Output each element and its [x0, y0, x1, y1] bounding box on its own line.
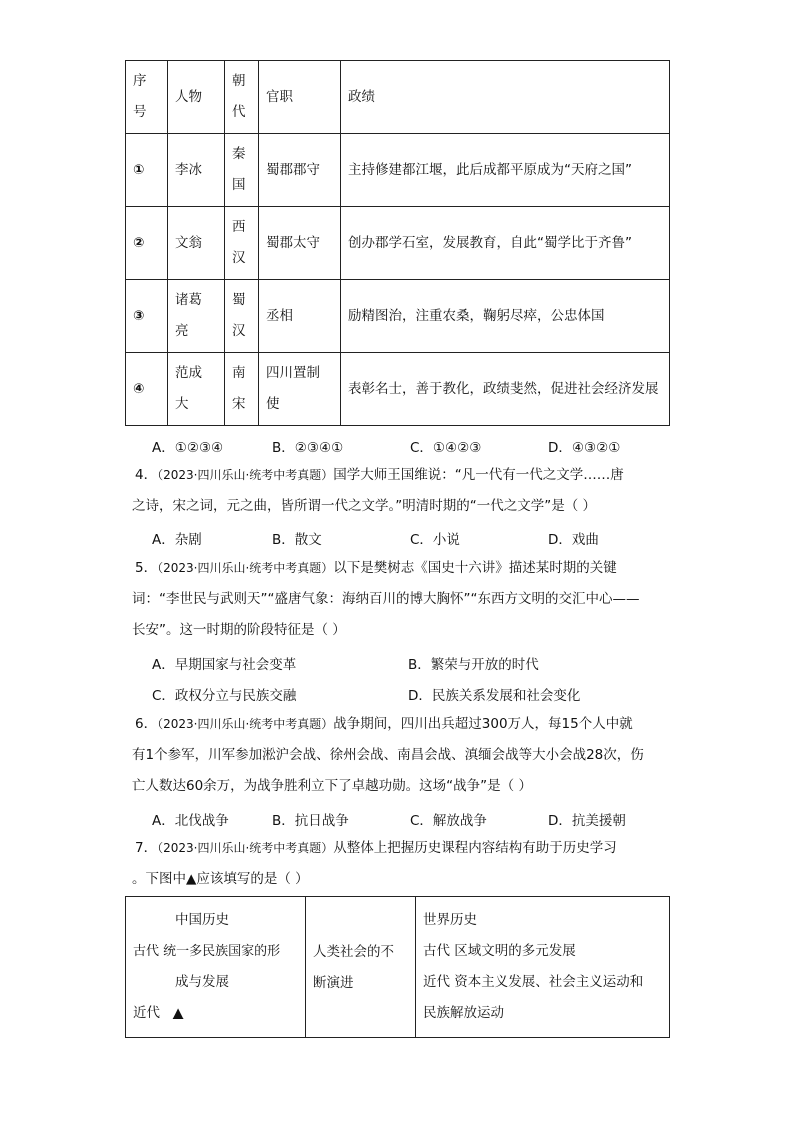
option-b[interactable]: B．②③④① [272, 440, 344, 456]
question-number: 6． [135, 716, 158, 732]
person-cell: 文翁 [168, 207, 225, 280]
deeds-cell: 主持修建都江堰，此后成都平原成为“天府之国” [341, 134, 670, 207]
option-a[interactable]: A．①②③④ [152, 440, 224, 456]
world-history-title: 世界历史 [423, 912, 477, 928]
officials-table [125, 60, 670, 426]
table-row [126, 353, 670, 426]
question-4 [132, 460, 672, 522]
question-source: （2023·四川乐山·统考中考真题） [157, 468, 334, 482]
chinese-history-cell [126, 897, 306, 1038]
question-5 [132, 553, 672, 646]
q4-options [152, 528, 672, 550]
q5-options-row1 [152, 653, 672, 683]
middle-text-cont: 断演进 [313, 975, 354, 991]
question-number: 7． [135, 840, 158, 856]
option-d[interactable]: D．民族关系发展和社会变化 [408, 688, 581, 704]
chinese-history-title: 中国历史 [175, 912, 229, 928]
question-text: 以下是樊树志《国史十六讲》描述某时期的关键 [333, 560, 617, 576]
header-cell: 官职 [259, 61, 341, 134]
dynasty-cell: 蜀汉 [225, 280, 259, 353]
header-cell: 序号 [126, 61, 168, 134]
question-text: 战争期间，四川出兵超过300万人，每15个人中就 [333, 716, 633, 732]
row-number: ① [126, 134, 168, 207]
dynasty-cell: 西汉 [225, 207, 259, 280]
world-history-cell [416, 897, 670, 1038]
question-text: 亡人数达60余万，为战争胜利立下了卓越功勋。这场“战争”是（ ） [132, 778, 532, 794]
person-cell: 李冰 [168, 134, 225, 207]
question-text: 从整体上把握历史课程内容结构有助于历史学习 [333, 840, 617, 856]
deeds-cell: 创办郡学石室，发展教育，自此“蜀学比于齐鲁” [341, 207, 670, 280]
question-text: 。下图中▲应该填写的是（ ） [132, 871, 309, 887]
chinese-ancient-cont: 成与发展 [175, 974, 229, 990]
person-cell: 诸葛亮 [168, 280, 225, 353]
world-modern-cont: 民族解放运动 [423, 1005, 504, 1021]
question-text: 长安”。这一时期的阶段特征是（ ） [132, 622, 346, 638]
option-a[interactable]: A．早期国家与社会变革 [152, 657, 297, 673]
option-c[interactable]: C．解放战争 [410, 813, 487, 829]
world-ancient: 古代 区域文明的多元发展 [423, 943, 576, 959]
q6-options [152, 809, 672, 831]
option-c[interactable]: C．小说 [410, 532, 460, 548]
option-a[interactable]: A．杂剧 [152, 532, 202, 548]
question-7 [132, 833, 672, 895]
question-source: （2023·四川乐山·统考中考真题） [157, 717, 334, 731]
table-row [126, 280, 670, 353]
deeds-cell: 励精图治，注重农桑，鞠躬尽瘁，公忠体国 [341, 280, 670, 353]
deeds-cell: 表彰名士，善于教化，政绩斐然，促进社会经济发展 [341, 353, 670, 426]
office-cell: 蜀郡郡守 [259, 134, 341, 207]
table-header-row [126, 61, 670, 134]
header-cell: 人物 [168, 61, 225, 134]
question-number: 5． [135, 560, 158, 576]
option-c[interactable]: C．政权分立与民族交融 [152, 688, 297, 704]
middle-text: 人类社会的不 [313, 944, 394, 960]
office-cell: 丞相 [259, 280, 341, 353]
question-number: 4． [135, 467, 158, 483]
question-source: （2023·四川乐山·统考中考真题） [157, 561, 334, 575]
question-text: 国学大师王国维说：“凡一代有一代之文学……唐 [333, 467, 624, 483]
question-6 [132, 709, 672, 802]
row-number: ② [126, 207, 168, 280]
option-d[interactable]: D．④③②① [548, 440, 621, 456]
question-text: 词：“李世民与武则天”“盛唐气象：海纳百川的博大胸怀”“东西方文明的交汇中心—— [132, 591, 640, 607]
chinese-modern [133, 998, 301, 1029]
header-cell: 朝代 [225, 61, 259, 134]
dynasty-cell: 秦国 [225, 134, 259, 207]
table-row [126, 207, 670, 280]
blank-marker: ▲ [172, 1005, 184, 1021]
question-text: 有1个参军，川军参加淞沪会战、徐州会战、南昌会战、滇缅会战等大小会战28次，伤 [132, 747, 644, 763]
middle-cell [306, 897, 416, 1038]
option-c[interactable]: C．①④②③ [410, 440, 482, 456]
table-row [126, 134, 670, 207]
history-structure-table [125, 896, 670, 1038]
row-number: ④ [126, 353, 168, 426]
office-cell: 四川置制使 [259, 353, 341, 426]
option-b[interactable]: B．抗日战争 [272, 813, 349, 829]
option-d[interactable]: D．戏曲 [548, 532, 599, 548]
header-cell: 政绩 [341, 61, 670, 134]
question-source: （2023·四川乐山·统考中考真题） [157, 841, 334, 855]
world-modern: 近代 资本主义发展、社会主义运动和 [423, 974, 644, 990]
dynasty-cell: 南宋 [225, 353, 259, 426]
question-text: 之诗，宋之词，元之曲，皆所谓一代之文学。”明清时期的“一代之文学”是（ ） [132, 498, 597, 514]
option-b[interactable]: B．繁荣与开放的时代 [408, 657, 539, 673]
person-cell: 范成大 [168, 353, 225, 426]
chinese-modern-label: 近代 [133, 1005, 160, 1021]
option-a[interactable]: A．北伐战争 [152, 813, 229, 829]
row-number: ③ [126, 280, 168, 353]
office-cell: 蜀郡太守 [259, 207, 341, 280]
chinese-ancient: 古代 统一多民族国家的形 [133, 944, 281, 959]
option-d[interactable]: D．抗美援朝 [548, 813, 626, 829]
q3-options [152, 436, 672, 458]
option-b[interactable]: B．散文 [272, 532, 322, 548]
